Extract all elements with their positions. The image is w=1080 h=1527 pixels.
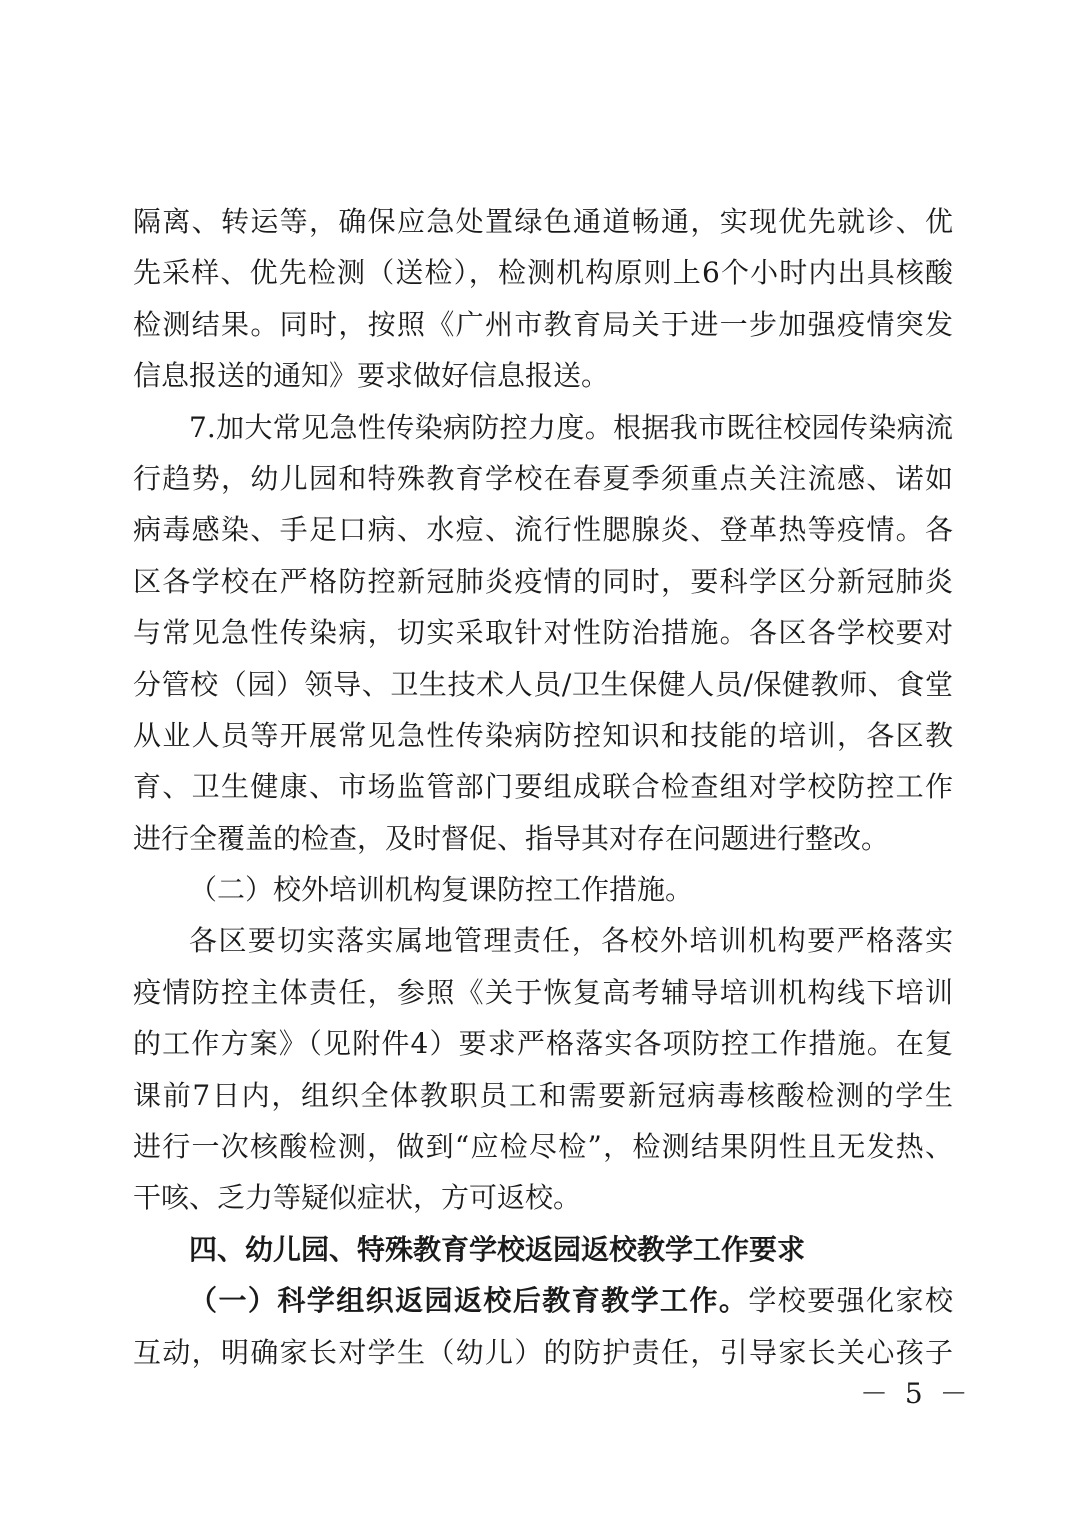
paragraph-item-7 (133, 402, 953, 865)
section-subheading: （二）校外培训机构复课防控工作措施。 (189, 873, 694, 907)
text-line: 区各学校在严格防控新冠肺炎疫情的同时，要科学区分新冠肺炎 (133, 564, 953, 598)
text-line: 从业人员等开展常见急性传染病防控知识和技能的培训，各区教 (133, 718, 953, 752)
text-line: 分管校（园）领导、卫生技术人员/卫生保健人员/保健教师、食堂 (133, 667, 953, 701)
lead-in-rest: 学校要强化家校 (748, 1284, 953, 1318)
text-line: 信息报送的通知》要求做好信息报送。 (133, 359, 610, 393)
text-line: 进行一次核酸检测，做到“应检尽检”，检测结果阴性且无发热、 (133, 1130, 953, 1164)
text-line: 与常见急性传染病，切实采取针对性防治措施。各区各学校要对 (133, 616, 953, 650)
text-line: 行趋势，幼儿园和特殊教育学校在春夏季须重点关注流感、诺如 (133, 461, 953, 495)
text-line: 各区要切实落实属地管理责任，各校外培训机构要严格落实 (189, 924, 953, 958)
paragraph-training-institutions (133, 915, 953, 1223)
page-number: － 5 － (860, 1377, 972, 1410)
paragraph-continued (133, 196, 953, 402)
text-line: 课前7日内，组织全体教职员工和需要新冠病毒核酸检测的学生 (133, 1078, 953, 1112)
text-line: 干咳、乏力等疑似症状，方可返校。 (133, 1181, 582, 1215)
text-line: 隔离、转运等，确保应急处置绿色通道畅通，实现优先就诊、优 (133, 205, 953, 238)
text-line: 育、卫生健康、市场监管部门要组成联合检查组对学校防控工作 (133, 770, 953, 804)
text-line: 的工作方案》（见附件4）要求严格落实各项防控工作措施。在复 (133, 1027, 953, 1061)
text-line: 先采样、优先检测（送检），检测机构原则上6个小时内出具核酸 (133, 256, 953, 290)
text-line: 病毒感染、手足口病、水痘、流行性腮腺炎、登革热等疫情。各 (133, 513, 953, 547)
text-line: 疫情防控主体责任，参照《关于恢复高考辅导培训机构线下培训 (133, 975, 953, 1009)
document-body (133, 196, 953, 1378)
text-line (133, 1275, 953, 1326)
text-line: 检测结果。同时，按照《广州市教育局关于进一步加强疫情突发 (133, 307, 953, 341)
paragraph-teaching-work (133, 1275, 953, 1378)
text-line: 进行全覆盖的检查，及时督促、指导其对存在问题进行整改。 (133, 821, 890, 855)
text-line: 互动，明确家长对学生（幼儿）的防护责任，引导家长关心孩子 (133, 1335, 953, 1369)
text-line: 7.加大常见急性传染病防控力度。根据我市既往校园传染病流 (189, 410, 953, 444)
section-heading: 四、幼儿园、特殊教育学校返园返校教学工作要求 (189, 1232, 806, 1266)
bold-lead-in: （一）科学组织返园返校后教育教学工作。 (189, 1284, 749, 1318)
